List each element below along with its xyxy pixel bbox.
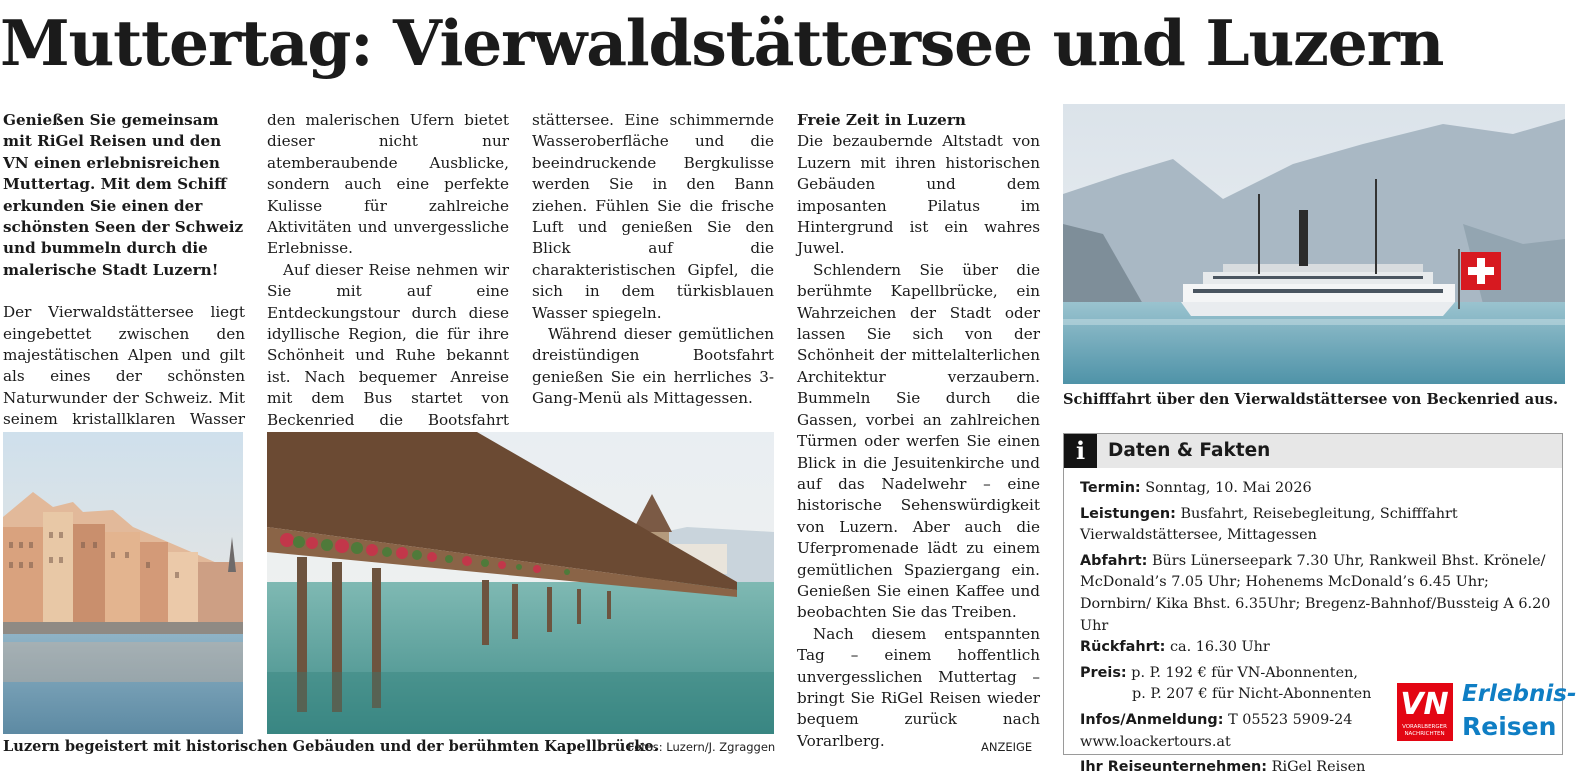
facts-value: p. P. 192 € für VN-Abonnenten, [1131,664,1358,681]
photo-credit: Fotos: Luzern/J. Zgraggen [628,740,776,754]
article-paragraph: Der Vierwaldstättersee liegt eingebettet zwischen den majestätischen Alpen und gilt als eines der schönsten Naturwunder der Schweiz. Mit seinem kristallklaren Wasser [3,303,245,429]
article-paragraph: Nach diesem entspannten Tag – einem hoffentlich unvergesslichen Muttertag – bringt Sie RiGel Reisen wieder bequem zurück nach Vorarlberg. [797,624,1040,750]
facts-value: ca. 16.30 Uhr [1169,639,1270,656]
facts-leistungen [1080,504,1560,547]
vn-logo-text: VN [1400,687,1449,722]
facts-value: T 05523 5909-24 [1228,711,1353,728]
article-column-1 [3,110,245,452]
advertisement-label: ANZEIGE [981,740,1033,754]
facts-value: Sonntag, 10. Mai 2026 [1145,480,1312,496]
facts-label: Leistungen: [1080,505,1176,522]
facts-label: Termin: [1080,480,1141,496]
facts-label: Preis: [1080,664,1127,681]
facts-label: Rückfahrt: [1080,639,1166,656]
photo-luzern-oldtown [3,432,243,734]
facts-title: Daten & Fakten [1108,440,1271,461]
article-subhead: Freie Zeit in Luzern [797,111,966,129]
article-paragraph: Die bezaubernde Altstadt von Luzern mit ihren historischen Gebäuden und dem imposanten Pilatus im Hintergrund ist ein wahres Juwel. [797,132,1040,258]
facts-value: RiGel Reisen [1271,759,1366,776]
caption-ship: Schifffahrt über den Vierwaldstättersee von Beckenried aus. [1063,391,1559,408]
caption-luzern: Luzern begeistert mit historischen Gebäuden und der berühmten Kapellbrücke. [3,738,659,755]
article-column-2 [267,110,509,453]
article-column-3 [532,110,774,410]
facts-value: Bürs Lünerseepark 7.30 Uhr, Rankweil Bhst. Krönele/ McDonald’s 7.05 Uhr; Hohenems McDonald’s 6.45 Uhr; Dornbirn/ Kika Bhst. 6.35Uhr; Bregenz-Bahnhof/Bussteig A 6.20 Uhr [1080,552,1551,634]
facts-label: Abfahrt: [1080,552,1148,569]
facts-rueckfahrt [1080,637,1560,659]
erlebnisreisen-logo-line-2: Reisen [1462,712,1557,741]
article-paragraph: Auf dieser Reise nehmen wir Sie mit auf eine Entdeckungstour durch diese idyllische Region, die für ihre Schönheit und Ruhe bekannt ist. Nach bequemer Anreise mit dem Bus startet von Beckenried die Bootsfahrt [267,260,509,429]
photo-kapellbruecke [267,432,774,734]
facts-label: Ihr Reiseunternehmen: [1080,759,1268,776]
facts-header [1064,434,1562,468]
article-paragraph: Während dieser gemütlichen dreistündigen Bootsfahrt genießen Sie ein herrliches 3-Gang-Menü als Mittagessen. [532,325,774,408]
page-headline: Muttertag: Vierwaldstättersee und Luzern [0,6,1444,80]
website-link[interactable]: www.loackertours.at [1080,733,1231,750]
facts-abfahrt [1080,551,1560,637]
info-icon: i [1064,434,1097,468]
erlebnisreisen-logo-line-1: Erlebnis- [1462,681,1577,707]
article-paragraph: Schlendern Sie über die berühmte Kapellbrücke, ein Wahrzeichen der Stadt oder lassen Sie sich von der Schönheit der mittelalterlichen Architektur verzaubern. Bummeln Sie durch die Gassen, vorbei an zahlreichen Türmen oder werfen Sie einen Blick in die Jesuitenkirche und auf das Nadelwehr – eine historische Sehenswürdigkeit von Luzern. Aber auch die Uferpromenade lädt zu einem gemütlichen Spaziergang ein. Genießen Sie einen Kaffee und beobachten Sie das Treiben. [797,260,1040,622]
vn-logo-subtitle [1398,724,1451,738]
vn-logo-line: NACHRICHTEN [1404,731,1445,737]
article-paragraph: stättersee. Eine schimmernde Wasseroberfläche und die beeindruckende Bergkulisse werden Sie in den Bann ziehen. Fühlen Sie die frische Luft und genießen Sie den Blick auf die charakteristischen Gipfel, die sich in dem türkisblauen Wasser spiegeln. [532,111,774,322]
article-column-4 [797,110,1040,752]
vn-logo [1397,683,1453,741]
article-paragraph: den malerischen Ufern bietet dieser nicht nur atemberaubende Ausblicke, sondern auch eine perfekte Kulisse für zahlreiche Aktivitäten und unvergessliche Erlebnisse. [267,111,509,258]
photo-ship [1063,104,1565,384]
article-intro: Genießen Sie gemeinsam mit RiGel Reisen und den VN einen erlebnisreichen Muttertag. Mit dem Schiff erkunden Sie einen der schönsten Seen der Schweiz und bummeln durch die malerische Stadt Luzern! [3,111,244,279]
facts-label: Infos/Anmeldung: [1080,711,1224,728]
facts-value: Busfahrt, Reisebegleitung, Schifffahrt Vierwaldstättersee, Mittagessen [1080,505,1458,544]
vn-logo-line: VORARLBERGER [1402,724,1447,730]
facts-veranstalter [1080,757,1560,779]
facts-value: p. P. 207 € für Nicht-Abonnenten [1132,686,1372,703]
facts-termin [1080,478,1560,500]
